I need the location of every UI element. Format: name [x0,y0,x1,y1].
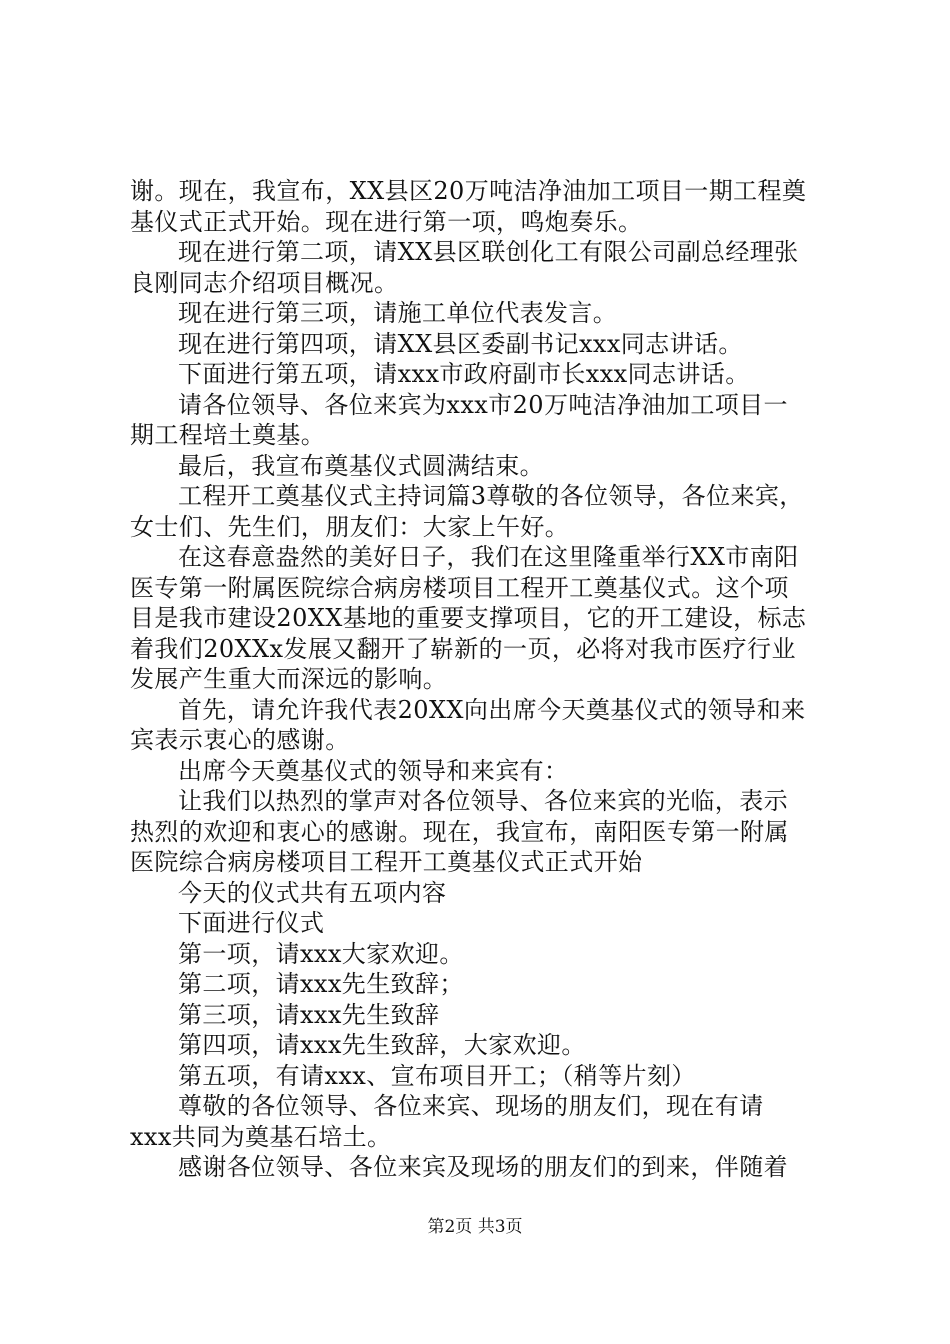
text-line: 第五项，有请xxx、宣布项目开工；（稍等片刻） [178,1061,696,1090]
text-line: 下面进行仪式 [178,909,325,937]
text-line: 请各位领导、各位来宾为xxx市20万吨洁净油加工项目一 [178,390,788,419]
text-line: 让我们以热烈的掌声对各位领导、各位来宾的光临，表示 [178,787,788,815]
page-footer [0,1212,950,1237]
text-line: 在这春意盎然的美好日子，我们在这里隆重举行XX市南阳 [178,543,799,571]
text-line: 今天的仪式共有五项内容 [178,878,447,907]
text-line: 现在进行第三项，请施工单位代表发言。 [178,299,618,327]
text-line: 医专第一附属医院综合病房楼项目工程开工奠基仪式。这个项 [130,573,789,602]
text-line: 尊敬的各位领导、各位来宾、现场的朋友们，现在有请 [178,1092,764,1120]
text-line: 第二项，请xxx先生致辞； [178,970,464,998]
text-line: 工程开工奠基仪式主持词篇3尊敬的各位领导，各位来宾， [178,482,804,510]
text-line: 谢。现在，我宣布，XX县区20万吨洁净油加工项目一期工程奠 [130,177,807,205]
text-line: 首先，请允许我代表20XX向出席今天奠基仪式的领导和来 [178,695,806,724]
text-line: 第三项，请xxx先生致辞 [178,1000,440,1029]
text-line: 现在进行第四项，请XX县区委副书记xxx同志讲话。 [178,329,743,358]
text-line: 热烈的欢迎和衷心的感谢。现在，我宣布，南阳医专第一附属 [130,817,789,846]
text-line: 医院综合病房楼项目工程开工奠基仪式正式开始 [130,848,643,876]
page-number: 第2页 共3页 [427,1217,523,1237]
text-line: 第四项，请xxx先生致辞，大家欢迎。 [178,1031,586,1059]
document-body [130,176,830,1183]
text-line: 最后，我宣布奠基仪式圆满结束。 [178,451,544,480]
text-line: 下面进行第五项，请xxx市政府副市长xxx同志讲话。 [178,360,750,388]
text-line: 感谢各位领导、各位来宾及现场的朋友们的到来，伴随着 [178,1153,788,1181]
text-line: 女士们、先生们，朋友们：大家上午好。 [130,512,570,541]
text-line: 出席今天奠基仪式的领导和来宾有： [178,756,569,785]
text-line: 宾表示衷心的感谢。 [130,726,350,754]
text-line: 发展产生重大而深远的影响。 [130,665,448,693]
text-line: 第一项，请xxx大家欢迎。 [178,939,464,968]
text-line: 目是我市建设20XX基地的重要支撑项目，它的开工建设，标志 [130,604,807,632]
text-line: 着我们20XXx发展又翻开了崭新的一页，必将对我市医疗行业 [130,634,796,663]
text-line: 现在进行第二项，请XX县区联创化工有限公司副总经理张 [178,238,799,266]
text-line: 良刚同志介绍项目概况。 [130,268,399,297]
text-line: 基仪式正式开始。现在进行第一项，鸣炮奏乐。 [130,207,643,236]
text-line: xxx共同为奠基石培土。 [130,1122,392,1151]
text-line: 期工程培土奠基。 [130,421,326,449]
